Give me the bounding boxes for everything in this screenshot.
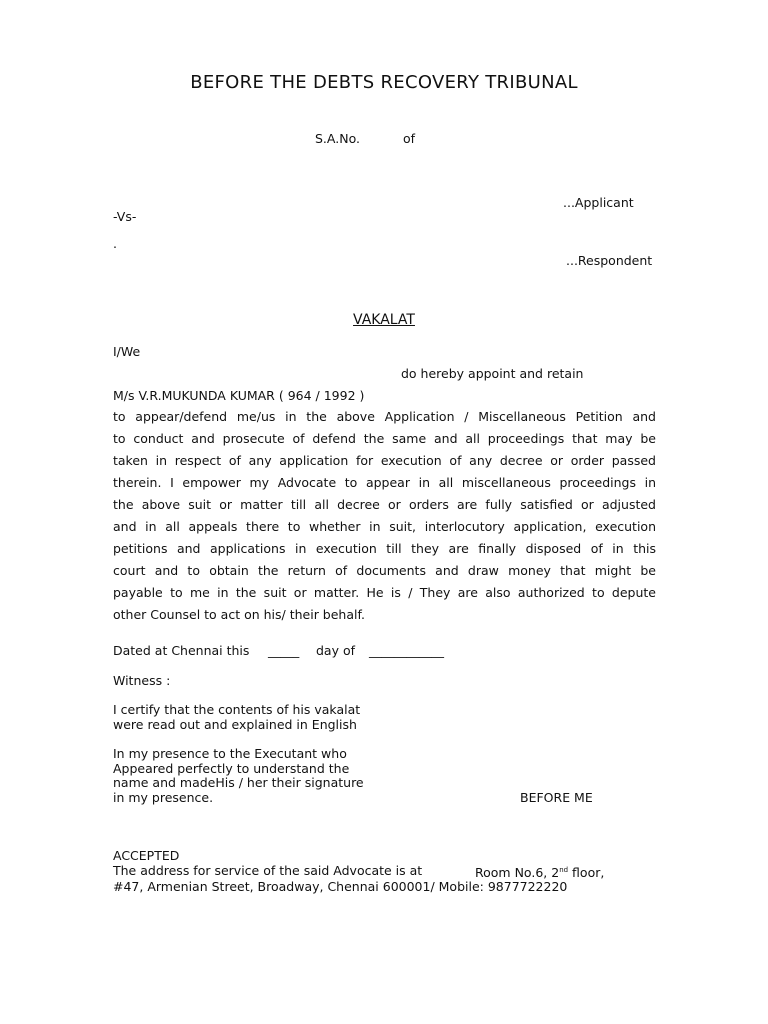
party-dot: .	[113, 236, 117, 251]
certify-line-1: I certify that the contents of his vakalat	[113, 702, 361, 717]
body-line: petitions and applications in execution till they are finally disposed of in this	[113, 541, 656, 556]
certify-line-2: were read out and explained in English	[113, 717, 357, 732]
body-line: and in all appeals there to whether in suit, interlocutory application, execution	[113, 519, 656, 534]
presence-line-4: in my presence.	[113, 790, 214, 805]
body-line: to appear/defend me/us in the above Application / Miscellaneous Petition and	[113, 409, 656, 424]
before-me-label: BEFORE ME	[520, 790, 593, 805]
day-of-label: day of	[316, 643, 356, 658]
room-text: Room No.6, 2	[475, 865, 560, 881]
versus-label: -Vs-	[113, 209, 137, 224]
body-line: therein. I empower my Advocate to appear in all miscellaneous proceedings in	[113, 475, 656, 490]
applicant-label: ...Applicant	[563, 195, 634, 210]
room-address	[475, 863, 604, 880]
iwe-label: I/We	[113, 344, 141, 359]
presence-line-2: Appeared perfectly to understand the	[113, 761, 350, 776]
address-prefix: The address for service of the said Advocate is at	[113, 863, 423, 878]
case-of-label: of	[403, 131, 416, 146]
body-line: payable to me in the suit or matter. He is / They are also authorized to depute	[113, 585, 656, 600]
body-line: to conduct and prosecute of defend the same and all proceedings that may be	[113, 431, 656, 446]
floor-text: floor,	[568, 865, 605, 881]
body-line: other Counsel to act on his/ their behalf.	[113, 607, 365, 622]
advocate-name: M/s V.R.MUKUNDA KUMAR ( 964 / 1992 )	[113, 388, 365, 403]
presence-line-1: In my presence to the Executant who	[113, 746, 347, 761]
presence-line-3: name and madeHis / her their signature	[113, 775, 364, 790]
month-blank: ____________	[369, 643, 444, 658]
address-line-2: #47, Armenian Street, Broadway, Chennai 600001/ Mobile: 9877722220	[113, 879, 568, 894]
accepted-label: ACCEPTED	[113, 848, 180, 863]
respondent-label: ...Respondent	[566, 253, 653, 268]
witness-label: Witness :	[113, 673, 171, 688]
vakalat-body	[113, 406, 656, 626]
body-line: the above suit or matter till all decree or orders are fully satisfied or adjusted	[113, 497, 656, 512]
body-line: taken in respect of any application for execution of any decree or order passed	[113, 453, 656, 468]
room-superscript: nd	[559, 866, 569, 874]
vakalat-heading: VAKALAT	[353, 312, 415, 328]
case-number-label: S.A.No.	[315, 131, 360, 146]
appoint-text: do hereby appoint and retain	[401, 366, 584, 381]
document-title: BEFORE THE DEBTS RECOVERY TRIBUNAL	[190, 72, 578, 93]
dated-prefix: Dated at Chennai this	[113, 643, 250, 658]
body-line: court and to obtain the return of documents and draw money that might be	[113, 563, 656, 578]
day-blank: _____	[268, 643, 300, 658]
